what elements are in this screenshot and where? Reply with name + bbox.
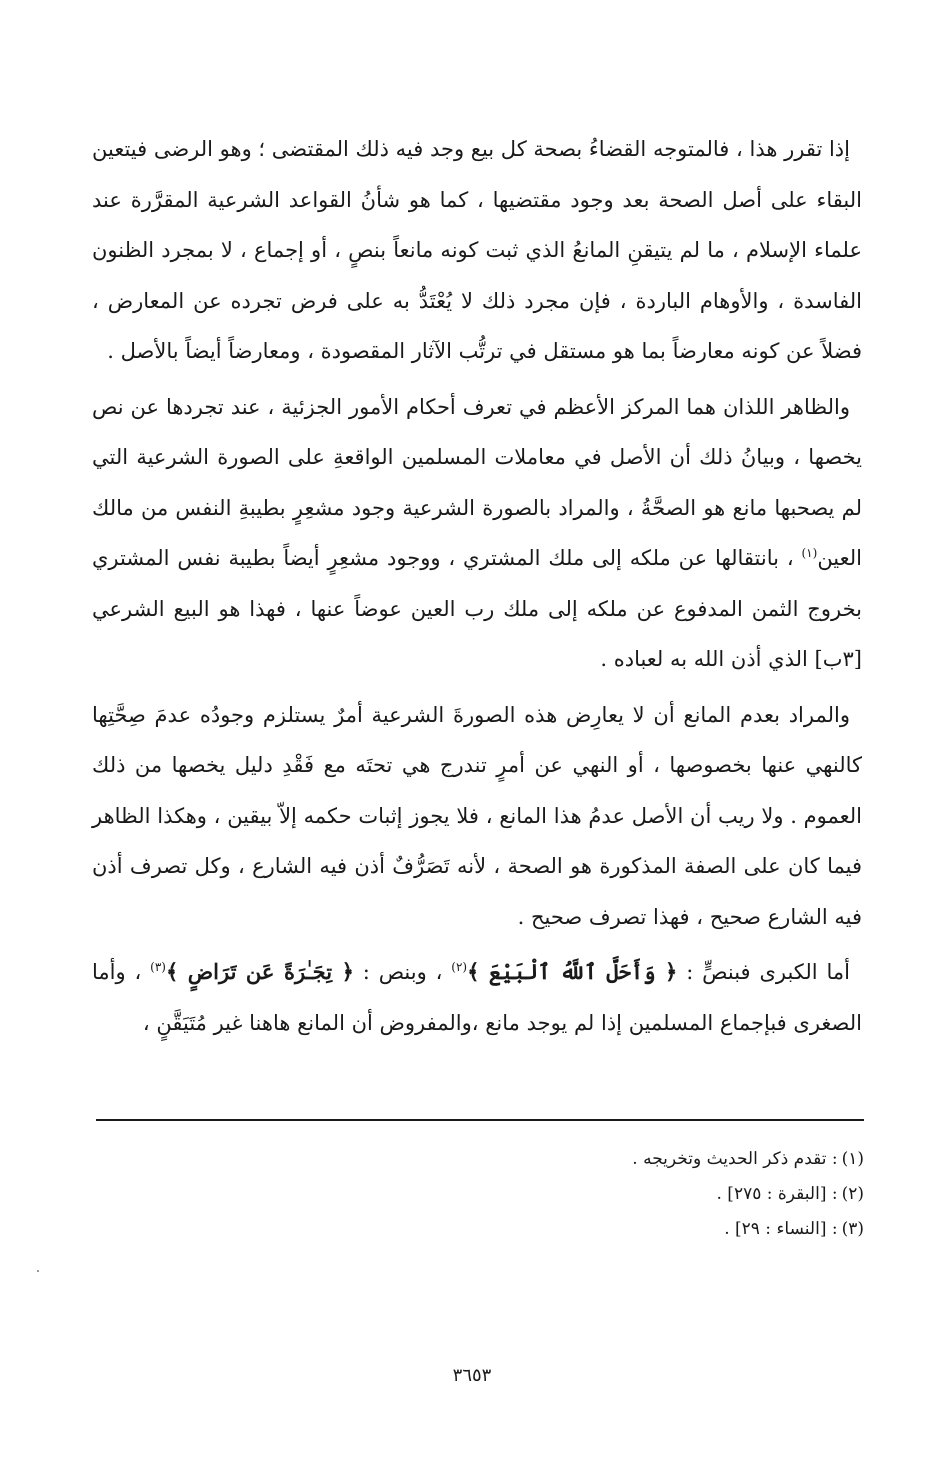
footnote-3-number: (٣) (841, 1219, 864, 1239)
paragraph-1 (92, 124, 862, 377)
footnote-ref-2: (٢) (451, 960, 468, 974)
paragraph-4 (92, 947, 862, 1048)
paragraph-4-part-1: أما الكبرى فبنصٍّ : (677, 960, 850, 984)
page-number: ٣٦٥٣ (452, 1365, 492, 1386)
main-text (92, 124, 862, 1048)
paragraph-2-text-a: والظاهر اللذان هما المركز الأعظم في تعرف أحكام الأمور الجزئية ، عند تجردها عن نص يخصها ، وبيانُ ذلك أن الأصل في معاملات المسلمين الواقعةِ على الصورة الشرعية التي لم يصحبها مانع هو الصحَّةُ ، والمراد بالصورة الشرعية وجود مشعِرٍ بطيبةِ النفس من مالك العين (92, 394, 862, 570)
footnote-1-text: : تقدم ذكر الحديث وتخريجه . (632, 1149, 838, 1169)
footnote-1-number: (١) (841, 1149, 864, 1169)
footnote-2-number: (٢) (841, 1184, 864, 1204)
quran-verse-2: ﴿ تِجَـٰرَةً عَن تَرَاضٍ ﴾ (165, 959, 354, 984)
footnote-ref-3: (٣) (150, 960, 166, 974)
footnote-ref-1: (١) (801, 546, 818, 560)
paragraph-1-text: إذا تقرر هذا ، فالمتوجه القضاءُ بصحة كل بيع وجد فيه ذلك المقتضى ؛ وهو الرضى فيتعين البقاء على أصل الصحة بعد وجود مقتضيها ، كما هو شأنُ القواعد الشرعية المقرَّرة عند علماء الإسلام ، ما لم يتيقنِ المانعُ الذي ثبت كونه مانعاً بنصٍ ، أو إجماع ، لا بمجرد الظنون الفاسدة ، والأوهام الباردة ، فإن مجرد ذلك لا يُعْتَدُّ به على فرض تجرده عن المعارض ، فضلاً عن كونه معارضاً بما هو مستقل في ترتُّب الآثار المقصودة ، ومعارضاً أيضاً بالأصل . (92, 137, 862, 363)
footnote-2-text: : [البقرة : ٢٧٥] . (716, 1184, 838, 1204)
footnote-3 (96, 1212, 864, 1247)
paragraph-3 (92, 690, 862, 943)
footnote-2 (96, 1177, 864, 1212)
paragraph-3-text: والمراد بعدم المانع أن لا يعارِض هذه الصورةَ الشرعية أمرٌ يستلزم وجودُه عدمَ صِحَّتِها كالنهي عنها بخصوصها ، أو النهي عن أمرٍ تندرج هي تحتَه مع فَقْدِ دليل يخصها من ذلك العموم . ولا ريب أن الأصل عدمُ هذا المانع ، فلا يجوز إثبات حكمه إلاّ بيقين ، وهكذا الظاهر فيما كان على الصفة المذكورة هو الصحة ، لأنه تَصَرُّفٌ أذن فيه الشارع ، وكل تصرف أذن فيه الشارع صحيح ، فهذا تصرف صحيح . (92, 702, 862, 929)
footnote-separator (96, 1119, 864, 1121)
paragraph-4-part-3: ، وأما الصغرى فبإجماع المسلمين إذا لم يوجد مانع ،والمفروض أن المانع هاهنا غير مُتَيَقَّنٍ ، (92, 960, 862, 1035)
scan-speck (37, 1270, 39, 1272)
footnote-1 (96, 1142, 864, 1177)
paragraph-2 (92, 382, 862, 685)
paragraph-4-part-2: ، وبنص : (353, 960, 452, 984)
quran-verse-1: ﴿ وَأَحَلَّ ٱللَّهُ ٱلْبَيْعَ ﴾ (467, 959, 678, 984)
paragraph-2-text-b: ، بانتقالها عن ملكه إلى ملك المشتري ، ووجود مشعِرٍ أيضاً بطيبة نفس المشتري بخروج الثمن المدفوع عن ملكه إلى ملك رب العين عوضاً عنها ، فهذا هو البيع الشرعي [٣ب] الذي أذن الله به لعباده . (92, 546, 862, 671)
footnotes (96, 1142, 864, 1247)
footnote-3-text: : [النساء : ٢٩] . (724, 1219, 838, 1239)
